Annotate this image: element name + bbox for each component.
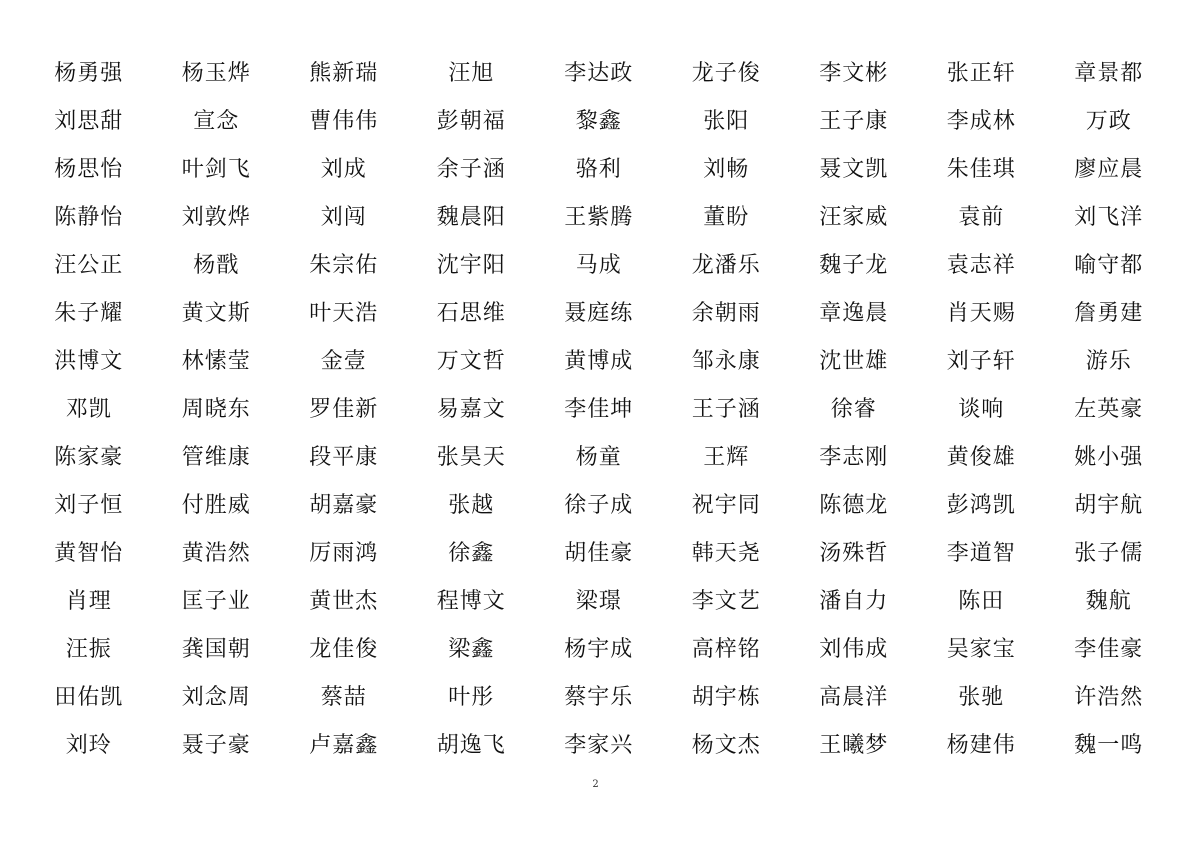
name-cell: 杨玉烨 [181,61,251,86]
name-cell: 刘思甜 [54,109,124,134]
name-cell: 喻守都 [1074,253,1144,278]
name-cell: 陈田 [958,589,1005,614]
name-cell: 张阳 [703,109,750,134]
name-cell: 余子涵 [436,157,506,182]
name-cell: 高晨洋 [819,685,889,710]
name-cell: 叶剑飞 [181,157,251,182]
name-cell: 詹勇建 [1074,301,1144,326]
name-cell: 管维康 [181,445,251,470]
name-cell: 杨戬 [193,253,240,278]
name-cell: 李文艺 [691,589,761,614]
name-cell: 余朝雨 [691,301,761,326]
name-cell: 刘敦烨 [181,205,251,230]
name-cell: 魏子龙 [819,253,889,278]
name-cell: 黄浩然 [181,541,251,566]
name-cell: 魏晨阳 [436,205,506,230]
name-cell: 易嘉文 [436,397,506,422]
name-cell: 王辉 [703,445,750,470]
name-cell: 刘畅 [703,157,750,182]
name-cell: 李道智 [946,541,1016,566]
name-cell: 李家兴 [564,733,634,758]
name-cell: 梁鑫 [448,637,495,662]
name-cell: 李佳豪 [1074,637,1144,662]
name-cell: 杨思怡 [54,157,124,182]
name-cell: 黄智怡 [54,541,124,566]
name-cell: 杨宇成 [564,637,634,662]
name-cell: 黎鑫 [575,109,622,134]
name-cell: 蔡宇乐 [564,685,634,710]
name-cell: 游乐 [1085,349,1132,374]
name-cell: 王子康 [819,109,889,134]
name-cell: 汪旭 [448,61,495,86]
name-cell: 邹永康 [691,349,761,374]
name-list-grid [25,50,1173,770]
name-cell: 高梓铭 [691,637,761,662]
name-cell: 龙佳俊 [309,637,379,662]
name-cell: 匡子业 [181,589,251,614]
name-cell: 魏航 [1085,589,1132,614]
name-cell: 胡宇航 [1074,493,1144,518]
name-cell: 聂子豪 [181,733,251,758]
name-cell: 谈响 [958,397,1005,422]
name-cell: 汪振 [65,637,112,662]
name-cell: 肖天赐 [946,301,1016,326]
name-cell: 万政 [1085,109,1132,134]
name-cell: 刘子恒 [54,493,124,518]
name-cell: 张越 [448,493,495,518]
name-cell: 龙子俊 [691,61,761,86]
name-cell: 韩天尧 [691,541,761,566]
name-cell: 姚小强 [1074,445,1144,470]
name-cell: 宣念 [193,109,240,134]
name-cell: 刘子轩 [946,349,1016,374]
name-cell: 罗佳新 [309,397,379,422]
name-cell: 邓凯 [65,397,112,422]
name-cell: 董盼 [703,205,750,230]
name-cell: 聂文凯 [819,157,889,182]
name-cell: 潘自力 [819,589,889,614]
name-cell: 张驰 [958,685,1005,710]
name-cell: 刘念周 [181,685,251,710]
name-cell: 吴家宝 [946,637,1016,662]
name-cell: 左英豪 [1074,397,1144,422]
name-cell: 李志刚 [819,445,889,470]
name-cell: 徐子成 [564,493,634,518]
name-cell: 朱佳琪 [946,157,1016,182]
name-cell: 陈静怡 [54,205,124,230]
name-cell: 李佳坤 [564,397,634,422]
page-number: 2 [592,779,599,790]
name-cell: 蔡喆 [320,685,367,710]
name-cell: 王曦梦 [819,733,889,758]
name-cell: 刘飞洋 [1074,205,1144,230]
name-cell: 李成林 [946,109,1016,134]
name-cell: 袁志祥 [946,253,1016,278]
name-cell: 刘闯 [320,205,367,230]
name-cell: 张子儒 [1074,541,1144,566]
name-cell: 程博文 [436,589,506,614]
name-cell: 骆利 [575,157,622,182]
name-cell: 胡宇栋 [691,685,761,710]
name-cell: 黄博成 [564,349,634,374]
name-cell: 叶彤 [448,685,495,710]
name-cell: 陈家豪 [54,445,124,470]
name-cell: 胡逸飞 [436,733,506,758]
name-cell: 熊新瑞 [309,61,379,86]
name-cell: 章逸晨 [819,301,889,326]
name-cell: 厉雨鸿 [309,541,379,566]
name-cell: 聂庭练 [564,301,634,326]
name-cell: 袁前 [958,205,1005,230]
name-cell: 龚国朝 [181,637,251,662]
name-cell: 李达政 [564,61,634,86]
name-cell: 杨文杰 [691,733,761,758]
name-cell: 刘玲 [65,733,112,758]
name-cell: 周晓东 [181,397,251,422]
name-cell: 沈世雄 [819,349,889,374]
name-cell: 许浩然 [1074,685,1144,710]
name-cell: 林愫莹 [181,349,251,374]
name-cell: 付胜威 [181,493,251,518]
name-cell: 徐睿 [830,397,877,422]
name-cell: 李文彬 [819,61,889,86]
name-cell: 彭朝福 [436,109,506,134]
name-cell: 石思维 [436,301,506,326]
name-cell: 汪家威 [819,205,889,230]
name-cell: 汤殊哲 [819,541,889,566]
name-cell: 杨童 [575,445,622,470]
name-cell: 魏一鸣 [1074,733,1144,758]
name-cell: 王紫腾 [564,205,634,230]
name-cell: 杨勇强 [54,61,124,86]
name-cell: 龙潘乐 [691,253,761,278]
name-cell: 胡嘉豪 [309,493,379,518]
name-cell: 陈德龙 [819,493,889,518]
name-cell: 徐鑫 [448,541,495,566]
name-cell: 彭鸿凯 [946,493,1016,518]
name-cell: 卢嘉鑫 [309,733,379,758]
name-cell: 张昊天 [436,445,506,470]
name-cell: 杨建伟 [946,733,1016,758]
name-cell: 肖理 [65,589,112,614]
name-cell: 马成 [575,253,622,278]
name-cell: 刘成 [320,157,367,182]
name-cell: 沈宇阳 [436,253,506,278]
name-cell: 廖应晨 [1074,157,1144,182]
name-cell: 章景都 [1074,61,1144,86]
name-cell: 金壹 [320,349,367,374]
name-cell: 万文哲 [436,349,506,374]
name-cell: 王子涵 [691,397,761,422]
name-cell: 祝宇同 [691,493,761,518]
name-cell: 刘伟成 [819,637,889,662]
name-cell: 田佑凯 [54,685,124,710]
name-cell: 曹伟伟 [309,109,379,134]
name-cell: 叶天浩 [309,301,379,326]
name-cell: 汪公正 [54,253,124,278]
name-cell: 梁璟 [575,589,622,614]
name-cell: 朱宗佑 [309,253,379,278]
name-cell: 朱子耀 [54,301,124,326]
name-cell: 黄世杰 [309,589,379,614]
name-cell: 黄俊雄 [946,445,1016,470]
name-cell: 黄文斯 [181,301,251,326]
name-cell: 洪博文 [54,349,124,374]
name-cell: 张正轩 [946,61,1016,86]
name-cell: 胡佳豪 [564,541,634,566]
name-cell: 段平康 [309,445,379,470]
